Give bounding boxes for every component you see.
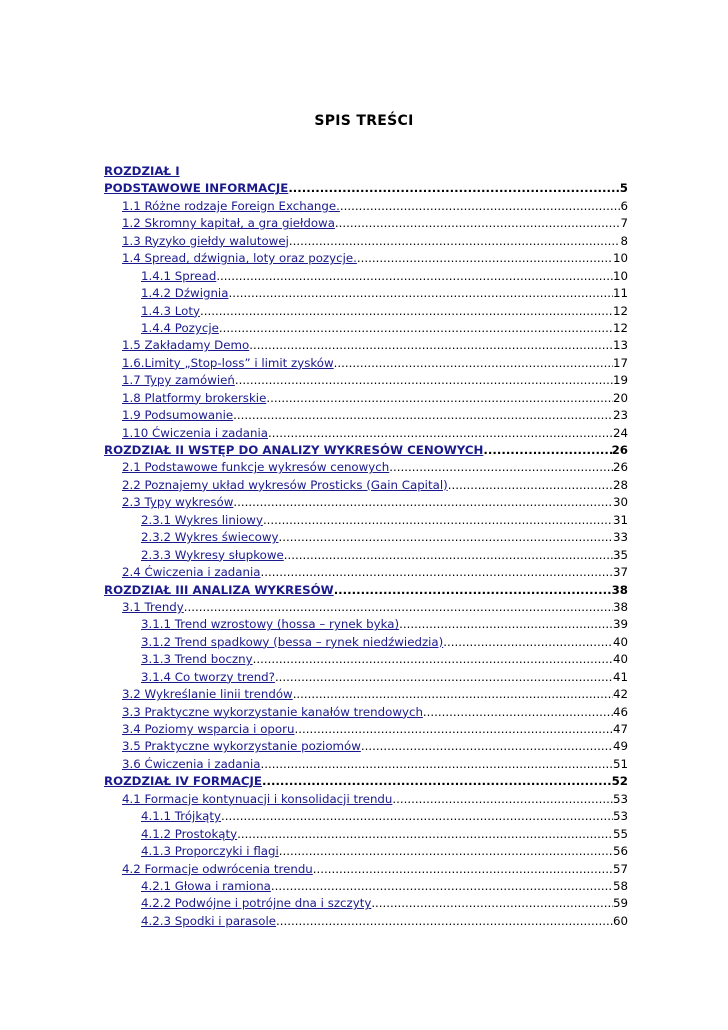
toc-entry <box>104 616 628 633</box>
toc-entry-link[interactable]: ROZDZIAŁ IV FORMACJE <box>104 774 262 789</box>
dot-leader <box>216 268 613 285</box>
page-number: 28 <box>612 477 628 492</box>
toc-entry <box>104 843 628 860</box>
page-number: 49 <box>612 739 628 754</box>
page-number: 37 <box>612 565 628 580</box>
dot-leader <box>237 826 613 843</box>
dot-leader <box>184 599 613 616</box>
page-number: 55 <box>612 826 628 841</box>
toc-entry-link[interactable]: 4.1.1 Trójkąty <box>141 809 221 824</box>
page-number: 20 <box>612 390 628 405</box>
dot-leader <box>340 198 621 215</box>
toc-entry-link[interactable]: 1.4 Spread, dźwignia, loty oraz pozycje. <box>122 251 357 266</box>
toc-entry <box>104 407 628 424</box>
page-number: 60 <box>612 913 628 928</box>
page-number: 6 <box>620 198 628 213</box>
toc-entry-link[interactable]: ROZDZIAŁ II WSTĘP DO ANALIZY WYKRESÓW CENOWYCH <box>104 443 484 457</box>
toc-entry <box>104 250 628 267</box>
toc-entry <box>104 372 628 389</box>
toc-entry-link[interactable]: 1.5 Zakładamy Demo <box>122 338 250 353</box>
toc-chapter-heading <box>104 163 628 180</box>
toc-entry-link[interactable]: 1.4.2 Dźwignia <box>141 286 229 301</box>
toc-entry-link[interactable]: 2.2 Poznajemy układ wykresów Prosticks (Gain Capital) <box>122 477 448 492</box>
toc-entry-link[interactable]: 1.10 Ćwiczenia i zadania <box>122 425 268 440</box>
toc-entry-link[interactable]: 1.4.4 Pozycje <box>141 320 219 335</box>
toc-entry <box>104 651 628 668</box>
toc-entry-link[interactable]: 1.3 Ryzyko giełdy walutowej <box>122 233 289 248</box>
toc-entry-link[interactable]: 1.4.3 Loty <box>141 303 200 318</box>
page-number: 8 <box>620 233 628 248</box>
dot-leader <box>335 215 621 232</box>
toc-entry-link[interactable]: 1.7 Typy zamówień <box>122 373 235 388</box>
dot-leader <box>268 425 613 442</box>
page-number: 26 <box>611 443 628 457</box>
page-number: 51 <box>612 756 628 771</box>
toc-entry-link[interactable]: 3.6 Ćwiczenia i zadania <box>122 756 261 771</box>
page-number: 39 <box>612 617 628 632</box>
dot-leader <box>271 878 613 895</box>
page-number: 38 <box>612 599 628 614</box>
page-number: 58 <box>612 878 628 893</box>
page-number: 33 <box>612 530 628 545</box>
page-number: 13 <box>612 338 628 353</box>
page-number: 23 <box>612 408 628 423</box>
toc-title: SPIS TREŚCI <box>314 113 414 129</box>
dot-leader <box>334 355 613 372</box>
page-number: 24 <box>612 425 628 440</box>
toc-entry <box>104 913 628 930</box>
toc-entry-link[interactable]: 3.4 Poziomy wsparcia i oporu <box>122 722 295 736</box>
dot-leader <box>262 773 612 790</box>
dot-leader <box>483 442 611 459</box>
dot-leader <box>275 669 613 686</box>
toc-entry <box>104 564 628 581</box>
toc-entry <box>104 826 628 843</box>
toc-entry-link[interactable]: 2.3.3 Wykresy słupkowe <box>141 547 284 562</box>
toc-entry <box>104 599 628 616</box>
dot-leader <box>233 407 613 424</box>
dot-leader <box>279 843 613 860</box>
dot-leader <box>443 634 613 651</box>
dot-leader <box>253 651 613 668</box>
toc-entry <box>104 721 628 738</box>
dot-leader <box>261 564 613 581</box>
toc-entry-link[interactable]: 4.2.1 Głowa i ramiona <box>141 878 271 893</box>
toc-entry <box>104 355 628 372</box>
toc-entry-link[interactable]: 3.1.1 Trend wzrostowy (hossa – rynek byka) <box>141 617 400 632</box>
toc-entry <box>104 738 628 755</box>
page-number: 57 <box>612 861 628 876</box>
toc-chapter-entry <box>104 773 628 790</box>
page-number: 19 <box>612 373 628 388</box>
page-number: 10 <box>612 251 628 266</box>
dot-leader <box>448 477 613 494</box>
toc-entry-link[interactable]: ROZDZIAŁ III ANALIZA WYKRESÓW <box>104 582 334 597</box>
toc-chapter-entry <box>104 582 628 599</box>
table-of-contents <box>104 163 628 930</box>
dot-leader <box>284 547 613 564</box>
dot-leader <box>221 808 613 825</box>
toc-entry <box>104 268 628 285</box>
toc-entry <box>104 285 628 302</box>
page-number: 38 <box>611 582 628 597</box>
toc-entry-link[interactable]: 3.1 Trendy <box>122 599 184 614</box>
page-number: 31 <box>612 512 628 527</box>
dot-leader <box>334 582 612 599</box>
toc-entry <box>104 198 628 215</box>
toc-entry <box>104 512 628 529</box>
page-number: 7 <box>620 216 628 231</box>
toc-entry-link[interactable]: 4.1.3 Proporczyki i flagi <box>141 844 279 859</box>
page-number: 52 <box>611 774 628 789</box>
page-number: 5 <box>619 181 628 196</box>
dot-leader <box>357 250 613 267</box>
toc-entry <box>104 390 628 407</box>
toc-entry <box>104 547 628 564</box>
toc-entry-link[interactable]: 3.1.3 Trend boczny <box>141 652 253 667</box>
toc-entry-link[interactable]: 4.2.2 Podwójne i potrójne dna i szczyty <box>141 896 372 911</box>
dot-leader <box>389 459 613 476</box>
toc-entry <box>104 215 628 232</box>
page-number: 17 <box>612 355 628 370</box>
dot-leader <box>371 895 613 912</box>
dot-leader <box>219 320 613 337</box>
page-number: 59 <box>612 896 628 911</box>
toc-entry <box>104 861 628 878</box>
toc-entry <box>104 233 628 250</box>
dot-leader <box>235 372 613 389</box>
dot-leader <box>263 512 613 529</box>
toc-entry-link[interactable]: 3.1.2 Trend spadkowy (bessa – rynek niedźwiedzia) <box>141 634 444 649</box>
page-number: 40 <box>612 652 628 667</box>
dot-leader <box>200 303 613 320</box>
page-number: 12 <box>612 320 628 335</box>
toc-entry-link[interactable]: 2.3.1 Wykres liniowy <box>141 512 263 527</box>
toc-entry-link[interactable]: 1.1 Różne rodzaje Foreign Exchange. <box>122 198 340 213</box>
dot-leader <box>233 494 613 511</box>
dot-leader <box>261 756 613 773</box>
page-number: 56 <box>612 844 628 859</box>
dot-leader <box>392 791 613 808</box>
toc-entry <box>104 704 628 721</box>
toc-entry <box>104 320 628 337</box>
page-number: 53 <box>612 791 628 806</box>
toc-entry-link[interactable]: 3.5 Praktyczne wykorzystanie poziomów <box>122 739 361 754</box>
dot-leader <box>266 390 613 407</box>
toc-entry <box>104 895 628 912</box>
toc-entry <box>104 425 628 442</box>
toc-entry-link[interactable]: 4.2.3 Spodki i parasole <box>141 913 277 928</box>
page-number: 40 <box>612 634 628 649</box>
dot-leader <box>249 337 613 354</box>
page-number: 10 <box>612 268 628 283</box>
page-number: 47 <box>612 722 628 736</box>
toc-chapter-entry <box>104 442 628 459</box>
page-number: 53 <box>612 809 628 824</box>
toc-entry <box>104 634 628 651</box>
toc-entry <box>104 669 628 686</box>
toc-entry <box>104 529 628 546</box>
page-number: 12 <box>612 303 628 318</box>
toc-entry <box>104 494 628 511</box>
toc-entry <box>104 686 628 703</box>
page-number: 41 <box>612 669 628 684</box>
toc-entry <box>104 337 628 354</box>
dot-leader <box>228 285 613 302</box>
dot-leader <box>361 738 613 755</box>
page-number: 11 <box>612 286 628 301</box>
toc-entry-link[interactable]: 2.4 Ćwiczenia i zadania <box>122 565 261 580</box>
page-number: 30 <box>612 495 628 510</box>
toc-entry-link[interactable]: 3.3 Praktyczne wykorzystanie kanałów trendowych <box>122 704 423 719</box>
toc-entry-link[interactable]: 3.2 Wykreślanie linii trendów <box>122 687 293 702</box>
dot-leader <box>313 861 613 878</box>
dot-leader <box>278 529 613 546</box>
toc-entry-link[interactable]: 2.1 Podstawowe funkcje wykresów cenowych <box>122 460 390 475</box>
dot-leader <box>288 180 619 197</box>
toc-entry <box>104 756 628 773</box>
toc-entry-link[interactable]: 4.2 Formacje odwrócenia trendu <box>122 861 313 876</box>
toc-entry <box>104 808 628 825</box>
page-number: 35 <box>612 547 628 562</box>
toc-entry-link[interactable]: 1.9 Podsumowanie <box>122 408 234 423</box>
toc-entry-link[interactable]: PODSTAWOWE INFORMACJE <box>104 181 289 196</box>
toc-entry <box>104 477 628 494</box>
page-number: 26 <box>612 460 628 475</box>
page-number: 42 <box>612 687 628 702</box>
toc-entry-link[interactable]: 1.2 Skromny kapitał, a gra giełdowa <box>122 216 335 231</box>
toc-entry-link[interactable]: 4.1.2 Prostokąty <box>141 826 238 841</box>
toc-entry <box>104 791 628 808</box>
toc-entry <box>104 459 628 476</box>
toc-entry-link[interactable]: 1.4.1 Spread <box>141 268 217 283</box>
dot-leader <box>293 686 613 703</box>
toc-entry-link[interactable]: 2.3.2 Wykres świecowy <box>141 530 279 545</box>
toc-entry-link[interactable]: ROZDZIAŁ I <box>104 164 180 178</box>
toc-entry-link[interactable]: 3.1.4 Co tworzy trend? <box>141 669 275 684</box>
dot-leader <box>276 913 613 930</box>
dot-leader <box>289 233 621 250</box>
toc-entry-link[interactable]: 1.8 Platformy brokerskie <box>122 390 267 405</box>
toc-entry-link[interactable]: 2.3 Typy wykresów <box>122 495 234 510</box>
dot-leader <box>294 721 613 738</box>
toc-chapter-entry <box>104 180 628 197</box>
toc-entry <box>104 303 628 320</box>
toc-entry-link[interactable]: 4.1 Formacje kontynuacji i konsolidacji trendu <box>122 791 393 806</box>
dot-leader <box>399 616 613 633</box>
dot-leader <box>423 704 613 721</box>
toc-entry-link[interactable]: 1.6.Limity „Stop-loss” i limit zysków <box>122 355 334 370</box>
page-number: 46 <box>612 704 628 719</box>
toc-entry <box>104 878 628 895</box>
